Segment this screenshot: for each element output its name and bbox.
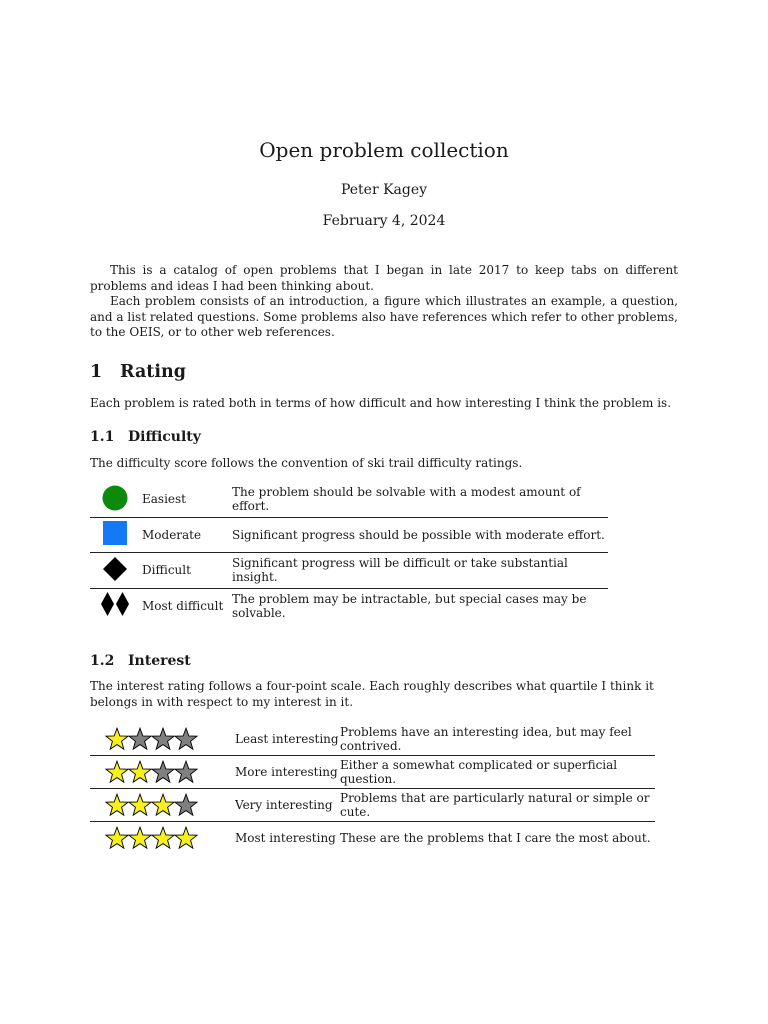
star-filled-icon (105, 826, 129, 850)
intro-paragraph-1: This is a catalog of open problems that I began in late 2017 to keep tabs on different problems and ideas I had been thinking about. (90, 263, 678, 293)
table-row (90, 482, 608, 517)
interest-desc: Problems have an interesting idea, but may feel contrived. (340, 725, 632, 753)
table-row (90, 789, 655, 822)
interest-name: More interesting (235, 756, 340, 789)
interest-description: The interest rating follows a four-point scale. Each roughly describes what quartile I think it belongs in with respect to my interest in it. (90, 679, 654, 709)
star-filled-icon (151, 826, 175, 850)
difficulty-desc: The problem should be solvable with a modest amount of effort. (232, 485, 581, 514)
star-filled-icon (105, 793, 129, 817)
section-title: Rating (120, 362, 186, 382)
rating-description: Each problem is rated both in terms of how difficult and how interesting I think the problem is. (90, 396, 672, 410)
black-diamond-icon (101, 555, 129, 583)
table-row (90, 723, 655, 756)
green-circle-icon (101, 484, 129, 512)
interest-name: Most interesting (235, 822, 340, 855)
star-empty-icon (151, 760, 175, 784)
interest-name: Least interesting (235, 732, 339, 746)
difficulty-name: Difficult (140, 553, 232, 589)
star-rating (90, 723, 235, 756)
difficulty-desc: The problem may be intractable, but special cases may be solvable. (232, 588, 608, 623)
table-row (90, 553, 608, 589)
star-empty-icon (174, 727, 198, 751)
subsection-heading-interest (90, 653, 191, 669)
star-filled-icon (105, 727, 129, 751)
difficulty-desc: Significant progress should be possible with moderate effort. (232, 517, 608, 553)
star-filled-icon (174, 826, 198, 850)
table-row (90, 588, 608, 623)
subsection-heading-difficulty (90, 429, 201, 445)
difficulty-name: Moderate (140, 517, 232, 553)
table-row (90, 756, 655, 789)
double-black-diamond-icon (100, 590, 130, 618)
table-row (90, 822, 655, 855)
interest-table (90, 723, 655, 854)
section-heading-rating (90, 362, 186, 382)
star-empty-icon (151, 727, 175, 751)
difficulty-table (90, 482, 608, 623)
interest-desc: Problems that are particularly natural or simple or cute. (340, 789, 655, 822)
star-filled-icon (128, 760, 152, 784)
interest-name: Very interesting (235, 789, 340, 822)
document-date: February 4, 2024 (322, 213, 446, 229)
star-empty-icon (128, 727, 152, 751)
star-filled-icon (128, 826, 152, 850)
interest-desc: These are the problems that I care the most about. (340, 822, 655, 855)
star-rating (90, 789, 235, 822)
star-filled-icon (151, 793, 175, 817)
star-rating (90, 822, 235, 855)
subsection-number: 1.2 (90, 653, 115, 669)
subsection-title: Difficulty (128, 429, 201, 445)
star-filled-icon (128, 793, 152, 817)
subsection-title: Interest (128, 653, 191, 669)
star-filled-icon (105, 760, 129, 784)
section-number: 1 (90, 362, 103, 382)
blue-square-icon (101, 519, 129, 547)
difficulty-description: The difficulty score follows the convention of ski trail difficulty ratings. (90, 456, 523, 470)
document-author: Peter Kagey (340, 182, 428, 198)
intro-paragraph-2: Each problem consists of an introduction, a figure which illustrates an example, a question, and a list related questions. Some problems also have references which refer to other problems, to the OEIS, or to other web references. (90, 294, 678, 339)
star-rating (90, 756, 235, 789)
star-empty-icon (174, 760, 198, 784)
document-title: Open problem collection (259, 138, 509, 162)
table-row (90, 517, 608, 553)
difficulty-name: Easiest (142, 492, 186, 507)
star-empty-icon (174, 793, 198, 817)
difficulty-desc: Significant progress will be difficult or take substantial insight. (232, 553, 608, 589)
difficulty-name: Most difficult (140, 588, 232, 623)
subsection-number: 1.1 (90, 429, 115, 445)
interest-desc: Either a somewhat complicated or superficial question. (340, 756, 655, 789)
